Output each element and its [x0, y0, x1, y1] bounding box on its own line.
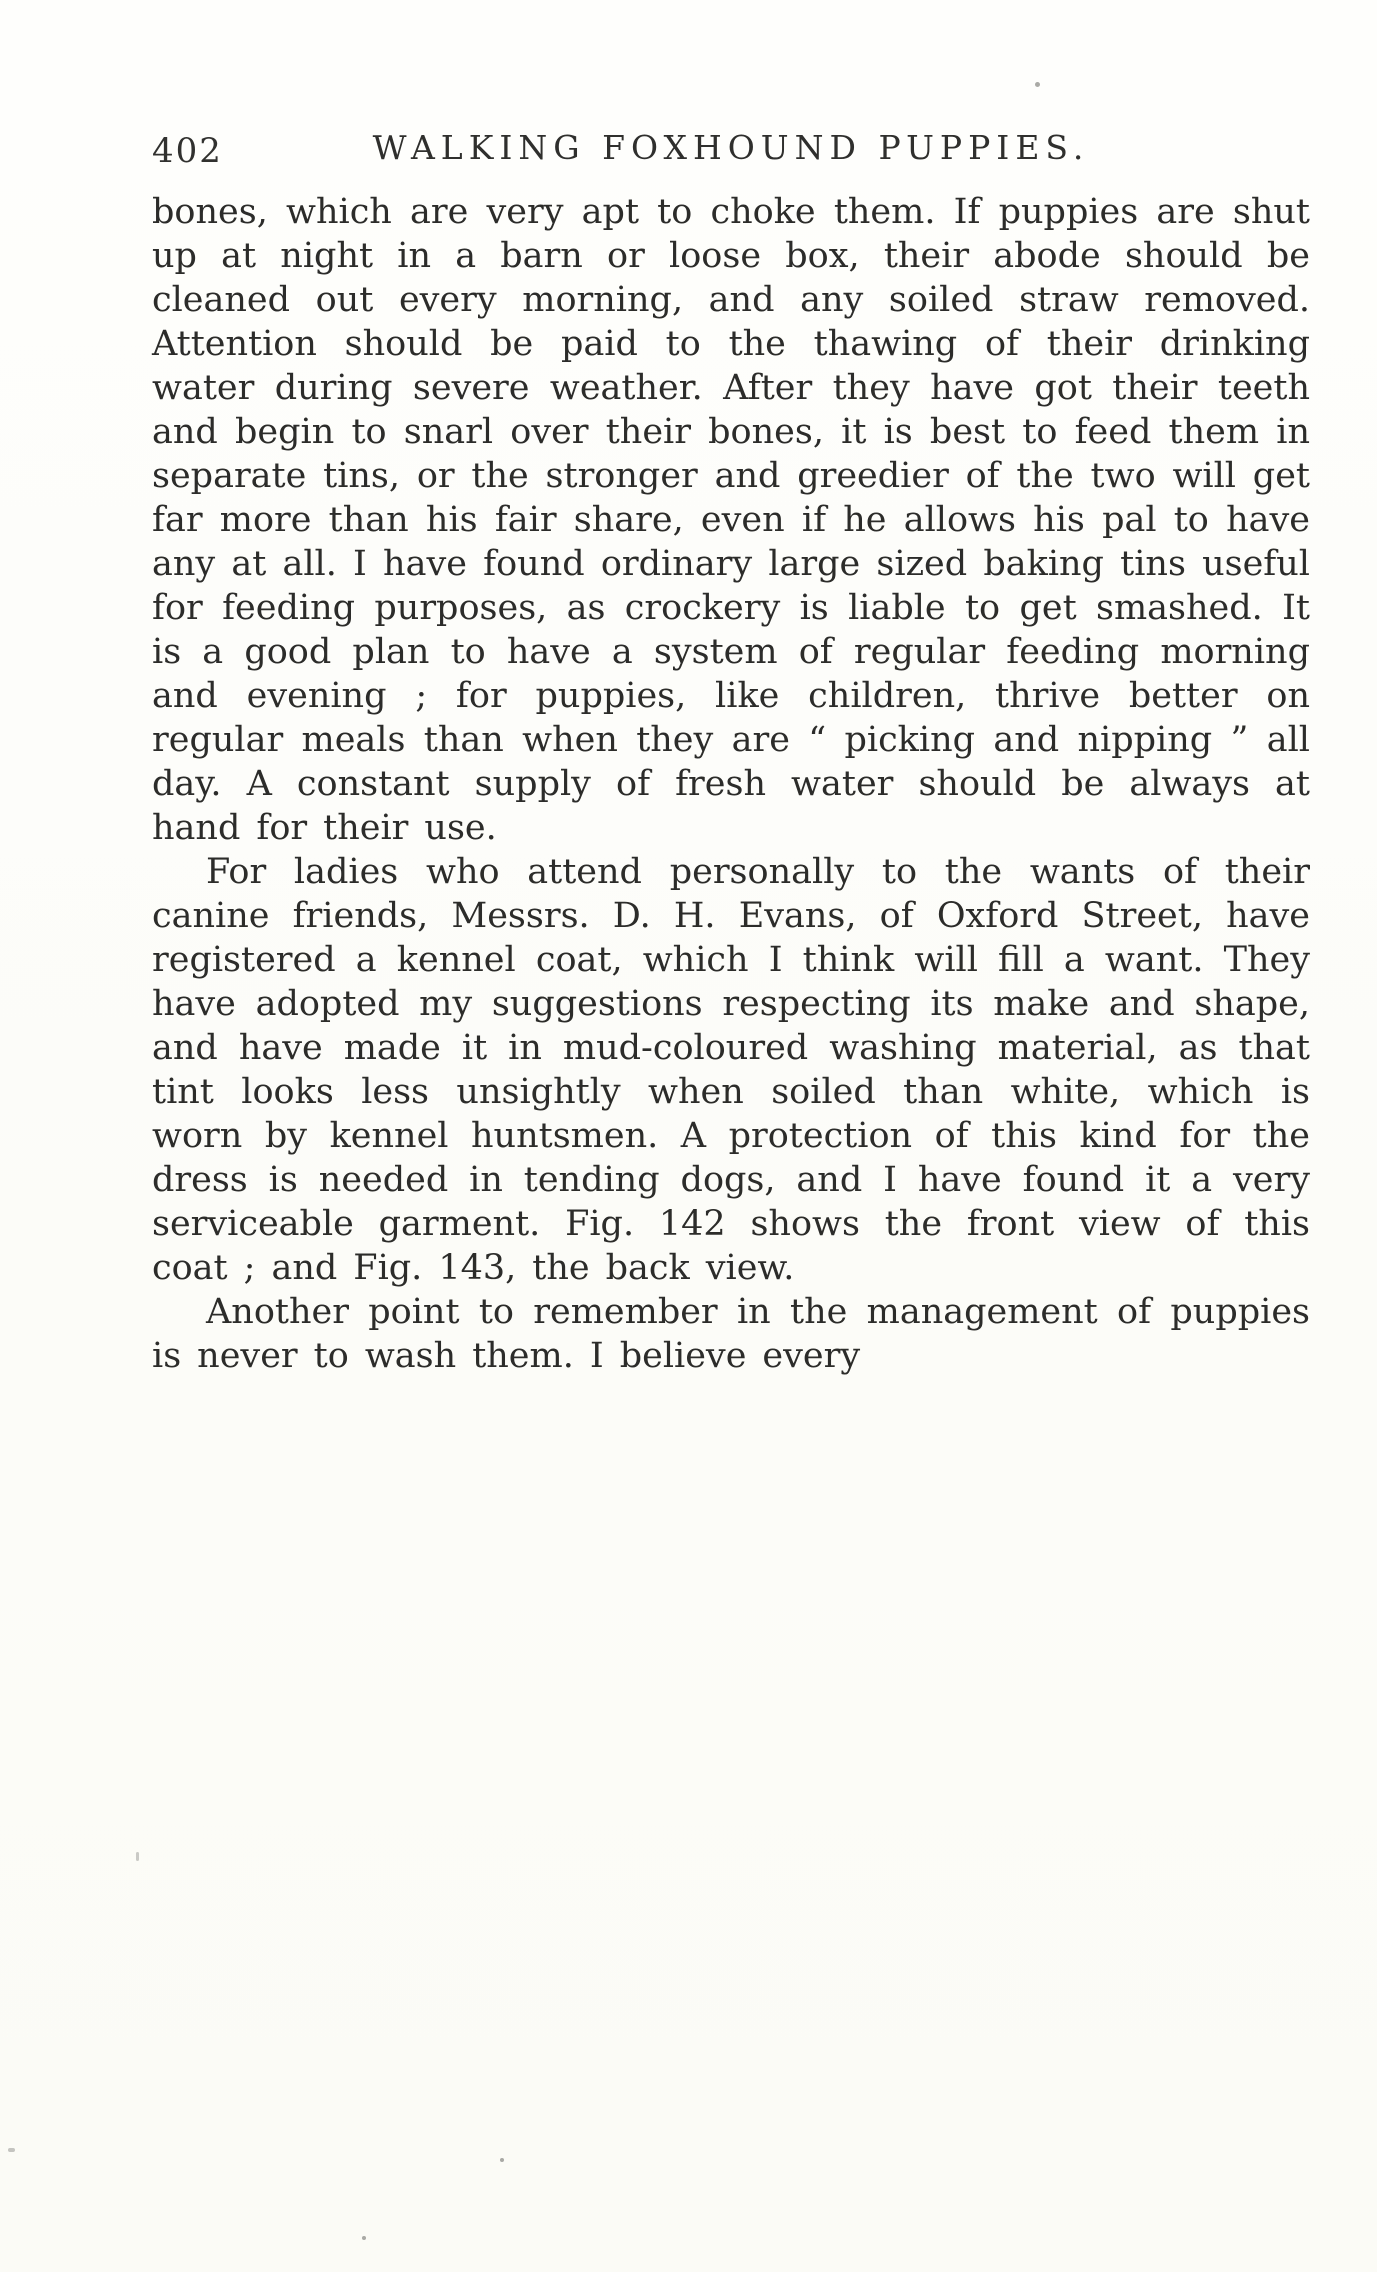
- page-header: [152, 128, 1310, 178]
- paragraph-1: bones, which are very apt to choke them. If puppies are shut up at night in a barn or loose box, their abode should be cleaned out every morning, and any soiled straw removed. Attention should be paid to the thawing of their drinking water during severe weather. After they have got their teeth and begin to snarl over their bones, it is best to feed them in separate tins, or the stronger and greedier of the two will get far more than his fair share, even if he allows his pal to have any at all. I have found ordinary large sized baking tins useful for feeding purposes, as crockery is liable to get smashed. It is a good plan to have a system of regular feeding morning and evening ; for puppies, like children, thrive better on regular meals than when they are “ picking and nipping ” all day. A constant supply of fresh water should be always at hand for their use.: [152, 192, 1310, 848]
- scan-artifact-smudge: [136, 1852, 139, 1861]
- page-body: [152, 190, 1310, 1378]
- paragraph-2: For ladies who attend personally to the wants of their canine friends, Messrs. D. H. Evans, of Oxford Street, have registered a kennel coat, which I think will fill a want. They have adopted my suggestions respecting its make and shape, and have made it in mud-coloured washing material, as that tint looks less unsightly when soiled than white, which is worn by kennel huntsmen. A protection of this kind for the dress is needed in tending dogs, and I have found it a very serviceable garment. Fig. 142 shows the front view of this coat ; and Fig. 143, the back view.: [152, 852, 1310, 1288]
- page-number: 402: [152, 131, 223, 171]
- scan-artifact-dot: [362, 2236, 366, 2240]
- scan-artifact-dot: [500, 2158, 504, 2162]
- scan-artifact-smudge: [8, 2148, 15, 2152]
- paragraph-3: Another point to remember in the management of puppies is never to wash them. I believe every: [152, 1292, 1310, 1376]
- running-title: WALKING FOXHOUND PUPPIES.: [372, 128, 1090, 167]
- scan-artifact-dot: [1035, 82, 1040, 87]
